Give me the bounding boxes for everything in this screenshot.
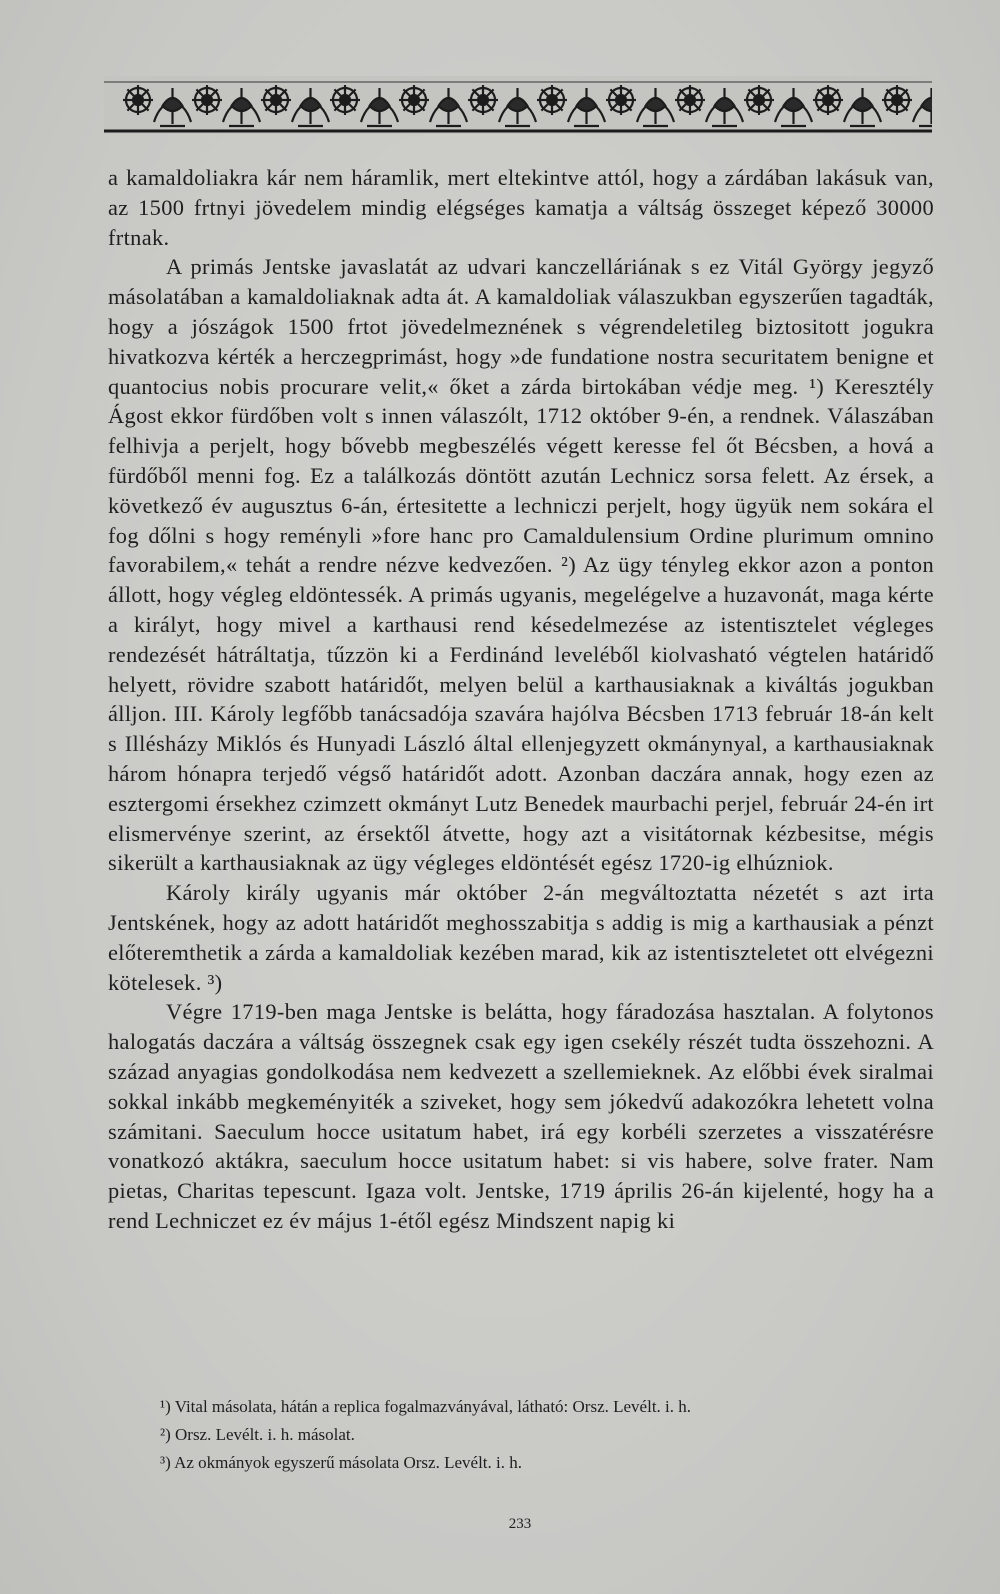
paragraph-4: Végre 1719-ben maga Jentske is belátta, hogy fáradozása hasztalan. A folytonos halogatás daczára a váltság összegnek csak egy igen csekély részét tudta összehozni. A század anyagias gondolkodása nem kedvezett a szellemieknek. Az előbbi évek siralmai sokkal inkább megkeményiték a sziveket, hogy sem jókedvű adakozókra lehetett volna számitani. Saeculum hocce usitatum habet, irá egy korbéli szerzetes a visszatérésre vonatkozó aktákra, saeculum hocce usitatum habet: si vis habere, solve frater. Nam pietas, Charitas tepescunt. Igaza volt. Jentske, 1719 április 26-án kijelenté, hogy ha a rend Lechniczet ez év május 1-étől egész Mindszent napig ki xyxy=(108,999,934,1233)
page-number: 233 xyxy=(508,1516,532,1532)
footnote-2: ²) Orsz. Levélt. i. h. másolat. xyxy=(160,1425,355,1444)
footnote-3: ³) Az okmányok egyszerű másolata Orsz. Levélt. i. h. xyxy=(160,1453,522,1472)
footnote-1: ¹) Vital másolata, hátán a replica fogalmazványával, látható: Orsz. Levélt. i. h. xyxy=(160,1397,692,1416)
footnotes xyxy=(160,1393,930,1477)
paragraph-1: a kamaldoliakra kár nem háramlik, mert eltekintve attól, hogy a zárdában lakásuk van, az 1500 frtnyi jövedelem mindig elégséges kamatja a váltság összeget képező 30000 frtnak. xyxy=(108,165,934,250)
paragraph-2: A primás Jentske javaslatát az udvari kanczelláriának s ez Vitál György jegyző másolatában a kamaldoliaknak adta át. A kamaldoliak válaszukban egyszerűen tagadták, hogy a jószágok 1500 frtot jövedelmeznének s végrendeletileg biztositott jogukra hivatkozva kérték a herczegprimást, hogy »de fundatione nostra securitatem benigne et quantocius nobis procurare velit,« őket a zárda birtokában védje meg. ¹) Keresztély Ágost ekkor fürdőben volt s innen válaszólt, 1712 október 9-én, a rendnek. Válaszában felhivja a perjelt, hogy bővebb megbeszélés végett keresse fel őt Bécsben, a hová a fürdőből menni fog. Ez a találkozás döntött azután Lechnicz sorsa felett. Az érsek, a következő év augusztus 6-án, értesitette a lechniczi perjelt, hogy ügyük nem sokára el fog dőlni s hogy reményli »fore hanc pro Camaldulensium Ordine plurimum omnino favorabilem,« tehát a rendre nézve kedvezően. ²) Az ügy tényleg ekkor azon a ponton állott, hogy végleg eldöntessék. A primás ugyanis, megelégelve a huzavonát, maga kérte a királyt, hogy mivel a karthausi rend késedelmezése az istentisztelet végleges rendezését hátráltatja, tűzzön ki a Ferdinánd leveléből kiolvasható végtelen határidő helyett, rövidre szabott határidőt, melyen belül a karthausiaknak a kiváltás jogukban álljon. III. Károly legfőbb tanácsadója szavára hajólva Bécsben 1713 február 18-án kelt s Illésházy Miklós és Hunyadi László által ellenjegyzett okmánynyal, a karthausiaknak három hónapra terjedő végső határidőt adott. Azonban daczára annak, hogy ezen az esztergomi érsekhez czimzett okmányt Lutz Benedek maurbachi perjel, február 24-én irt elismervénye szerint, az érsektől átvette, hogy azt a visitátornak kézbesitse, mégis sikerült a karthausiaknak az ügy végleges eldöntését egész 1720-ig elhúzniok. xyxy=(108,254,934,876)
paragraph-3: Károly király ugyanis már október 2-án megváltoztatta nézetét s azt irta Jentskének, hogy az adott határidőt meghosszabitja s addig is mig a karthausiak a pénzt előteremthetik a zárda a kamaldoliak kezében marad, kik az istentiszteletet ott elvégezni kötelesek. ³) xyxy=(108,880,934,995)
floral-border-ornament-icon xyxy=(104,76,932,134)
main-text xyxy=(108,163,934,1236)
